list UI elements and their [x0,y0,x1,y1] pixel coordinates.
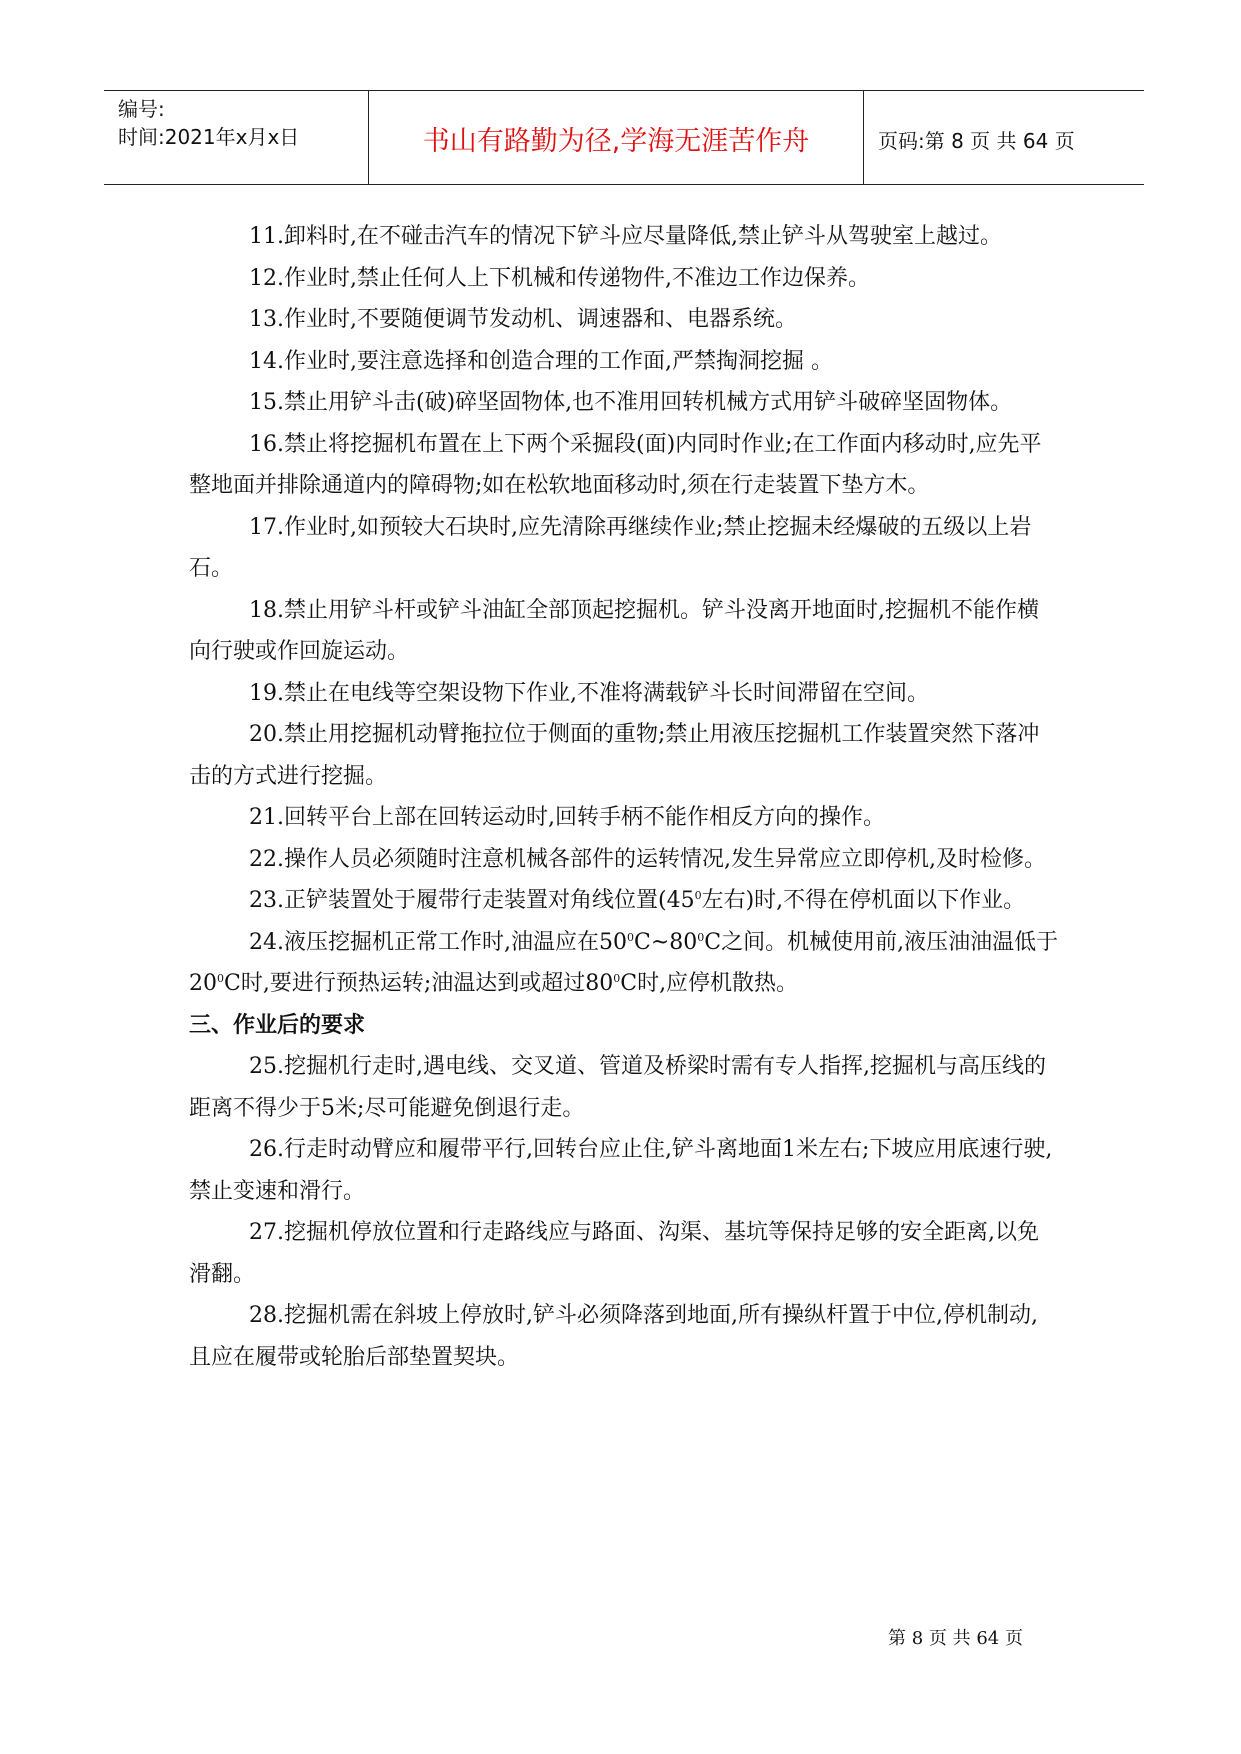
page-footer: 第 8 页 共 64 页 [888,1628,1023,1649]
p24-text-1: 24.液压挖掘机正常工作时,油温应在50 [249,929,627,955]
paragraph-12: 12.作业时,禁止任何人上下机械和传递物件,不准边工作边保养。 [249,265,870,291]
degree-sup: 0 [626,930,634,944]
paragraph-23 [189,880,1059,922]
p24-text-3: C之间。机械使用前,液压油油温低于20 [189,929,1059,996]
number-label: 编号: [118,97,165,121]
paragraph-27: 27.挖掘机停放位置和行走路线应与路面、沟渠、基坑等保持足够的安全距离,以免滑翻。 [189,1220,1039,1287]
degree-sup: 0 [697,930,705,944]
page-code: 页码:第 8 页 共 64 页 [878,129,1075,153]
paragraph-11: 11.卸料时,在不碰击汽车的情况下铲斗应尽量降低,禁止铲斗从驾驶室上越过。 [249,224,1002,249]
p24-text-5: C时,应停机散热。 [620,971,799,996]
p23-text-2: 左右)时,不得在停机面以下作业。 [701,888,1026,913]
header-info-cell [104,91,369,184]
degree-sup: 0 [694,889,702,902]
paragraph-25: 25.挖掘机行走时,遇电线、交叉道、管道及桥梁时需有专人指挥,挖掘机与高压线的距离不得少于5米;尽可能避免倒退行走。 [189,1054,1046,1121]
paragraph-17: 17.作业时,如预较大石块时,应先清除再继续作业;禁止挖掘未经爆破的五级以上岩石。 [189,514,1032,581]
paragraph-24 [189,922,1059,1005]
section-heading: 三、作业后的要求 [189,1012,366,1038]
p24-text-2: C~80 [633,929,698,955]
paragraph-15: 15.禁止用铲斗击(破)碎坚固物体,也不准用回转机械方式用铲斗破碎坚固物体。 [249,390,1013,415]
paragraph-22: 22.操作人员必须随时注意机械各部件的运转情况,发生异常应立即停机,及时检修。 [249,846,1046,872]
header-motto-cell [369,91,864,184]
paragraph-21: 21.回转平台上部在回转运动时,回转手柄不能作相反方向的操作。 [249,805,885,830]
motto: 书山有路勤为径,学海无涯苦作舟 [422,126,810,157]
paragraph-26: 26.行走时动臂应和履带平行,回转台应止住,铲斗离地面1米左右;下坡应用底速行驶,禁止变速和滑行。 [189,1137,1053,1204]
header-page-cell [864,91,1144,184]
paragraph-16: 16.禁止将挖掘机布置在上下两个采掘段(面)内同时作业;在工作面内移动时,应先平整地面并排除通道内的障碍物;如在松软地面移动时,须在行走装置下垫方木。 [189,431,1042,498]
document-body [189,216,1059,1378]
paragraph-19: 19.禁止在电线等空架设物下作业,不准将满载铲斗长时间滞留在空间。 [249,680,929,706]
paragraph-14: 14.作业时,要注意选择和创造合理的工作面,严禁掏洞挖掘 。 [249,348,833,374]
degree-sup: 0 [217,972,224,985]
time-label: 时间:2021年x月x日 [118,125,300,149]
paragraph-20: 20.禁止用挖掘机动臂拖拉位于侧面的重物;禁止用液压挖掘机工作装置突然下落冲击的方式进行挖掘。 [189,722,1040,789]
paragraph-18: 18.禁止用铲斗杆或铲斗油缸全部顶起挖掘机。铲斗没离开地面时,挖掘机不能作横向行驶或作回旋运动。 [189,597,1039,664]
p24-text-4: C时,要进行预热运转;油温达到或超过80 [224,971,614,996]
paragraph-28: 28.挖掘机需在斜坡上停放时,铲斗必须降落到地面,所有操纵杆置于中位,停机制动,且应在履带或轮胎后部垫置契块。 [189,1303,1038,1370]
paragraph-13: 13.作业时,不要随便调节发动机、调速器和、电器系统。 [249,307,797,332]
document-header [104,90,1144,185]
degree-sup: 0 [613,972,621,985]
p23-text-1: 23.正铲装置处于履带行走装置对角线位置(45 [249,888,695,913]
